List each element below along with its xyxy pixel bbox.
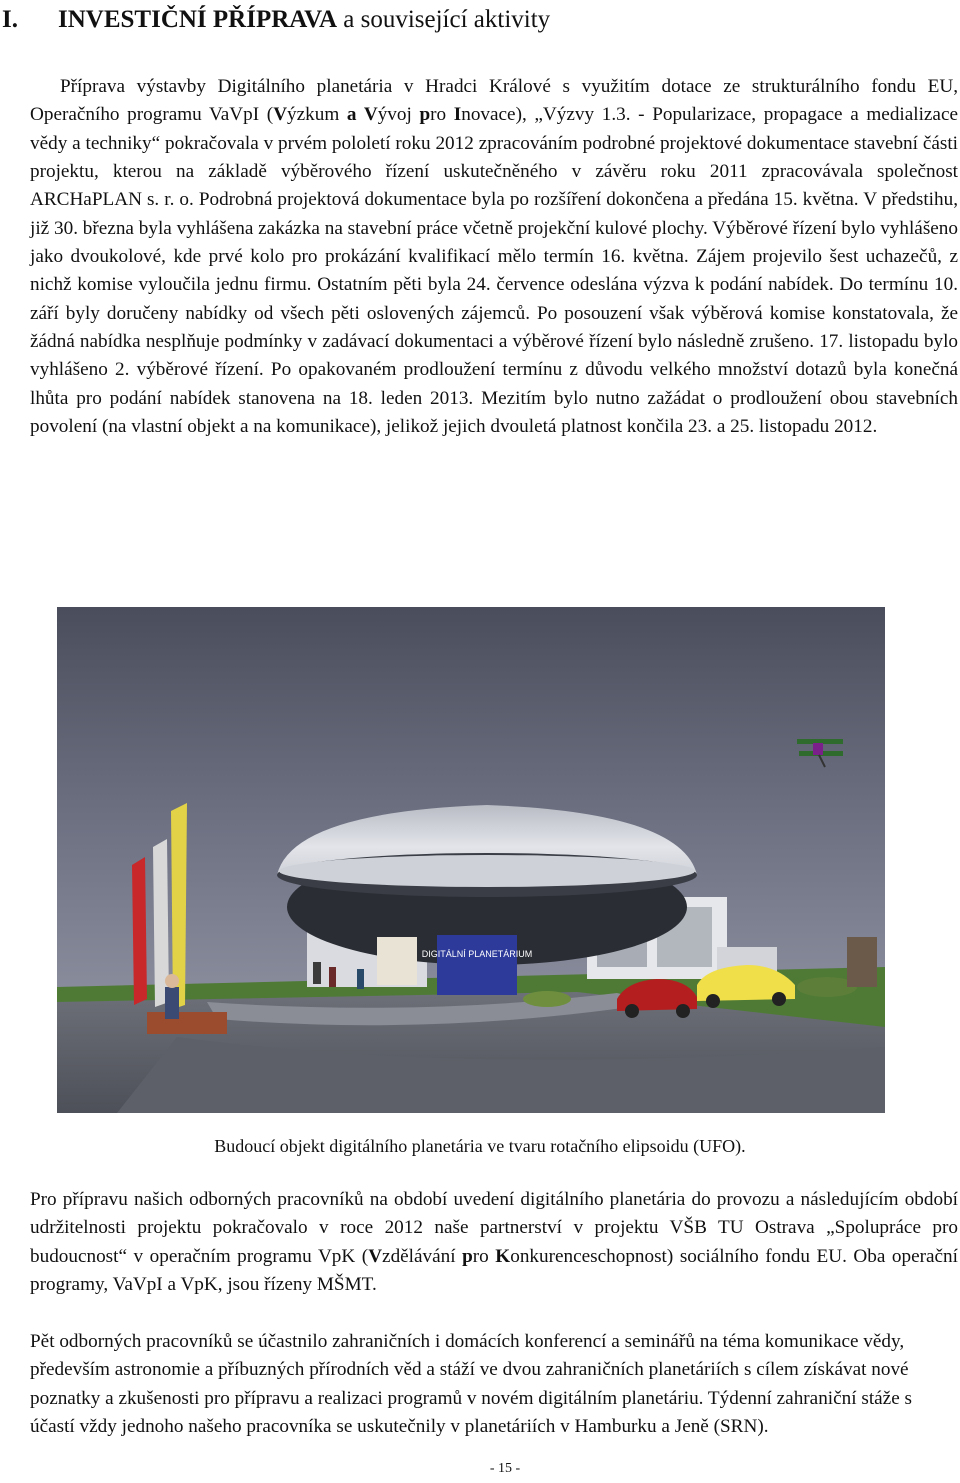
figure-caption: Budoucí objekt digitálního planetária ve tvaru rotačního elipsoidu (UFO). xyxy=(214,1136,746,1156)
paragraph-planetarium-preparation: Příprava výstavby Digitálního planetária v Hradci Králové s využitím dotace ze strukturálního fondu EU, Operačního programu VaVpI (Výzkum a Vývoj pro Inovace), „Výzvy 1.3. - Popularizace, propagace a medializace vědy a techniky“ pokračovala v prvém pololetí roku 2012 zpracováním podrobné projektové dokumentace stavební části projektu, kterou na základě výběrového řízení uskutečněného v závěru roku 2011 zpracovávala společnost ARCHaPLAN s. r. o. Podrobná projektová dokumentace byla po rozšíření dokončena a předána 15. května. V předstihu, již 30. března byla vyhlášena zakázka na stavební práce včetně projekční kulové plochy. Výběrové řízení bylo vyhlášeno jako dvoukolové, kde prvé kolo pro prokázání kvalifikací mělo termín 16. května. Zájem projevilo šest uchazečů, z nichž komise vyloučila jednu firmu. Ostatním pěti byla 24. července odeslána výzva k podání nabídek. Do termínu 10. září byly doručeny nabídky od všech pěti oslovených zájemců. Po posouzení však výběrová komise konstatovala, že žádná nabídka nesplňuje podmínky v zadávací dokumentaci a výběrové řízení bylo následně zrušeno. 17. listopadu bylo vyhlášeno 2. výběrové řízení. Po opakovaném prodloužení termínu z důvodu velkého množství dotazů byla konečná lhůta pro podání nabídek stanovena na 18. leden 2013. Mezitím bylo nutno zažádat o prodloužení obou stavebních povolení (na vlastní objekt a na komunikace), jelikož jejich dvouletá platnost končila 23. a 25. listopadu 2012. xyxy=(30,76,958,438)
paragraph-partnership: Pro přípravu našich odborných pracovníků na období uvedení digitálního planetária do provozu a následujícím období udržitelnosti projektu pokračovalo v roce 2012 naše partnerství v projektu VŠB TU Ostrava „Spolupráce pro budoucnost“ v operačním programu VpK (Vzdělávání pro Konkurenceschopnost) sociálního fondu EU. Oba operační programy, VaVpI a VpK, jsou řízeny MŠMT. xyxy=(30,1189,958,1296)
sign-text: DIGITÁLNÍ PLANETÁRIUM xyxy=(421,949,533,959)
section-title-bold: INVESTIČNÍ PŘÍPRAVA xyxy=(58,6,338,33)
planetarium-rendering-image xyxy=(57,607,885,1113)
page-number: - 15 - xyxy=(489,1461,521,1476)
paragraph-conferences: Pět odborných pracovníků se účastnilo zahraničních i domácích konferencí a seminářů na téma komunikace vědy, především astronomie a příbuzných přírodních věd a stáží ve dvou zahraničních planetáriích s cílem získávat nové poznatky a zkušenosti pro přípravu a realizaci programů v novém digitálním planetáriu. Týdenní zahraniční stáže s účastí vždy jednoho našeho pracovníka se uskutečnily v planetáriích v Hamburku a Jeně (SRN). xyxy=(30,1331,912,1438)
section-number: I. xyxy=(2,6,18,33)
section-heading xyxy=(2,4,952,36)
section-title-rest: a související aktivity xyxy=(337,6,551,33)
